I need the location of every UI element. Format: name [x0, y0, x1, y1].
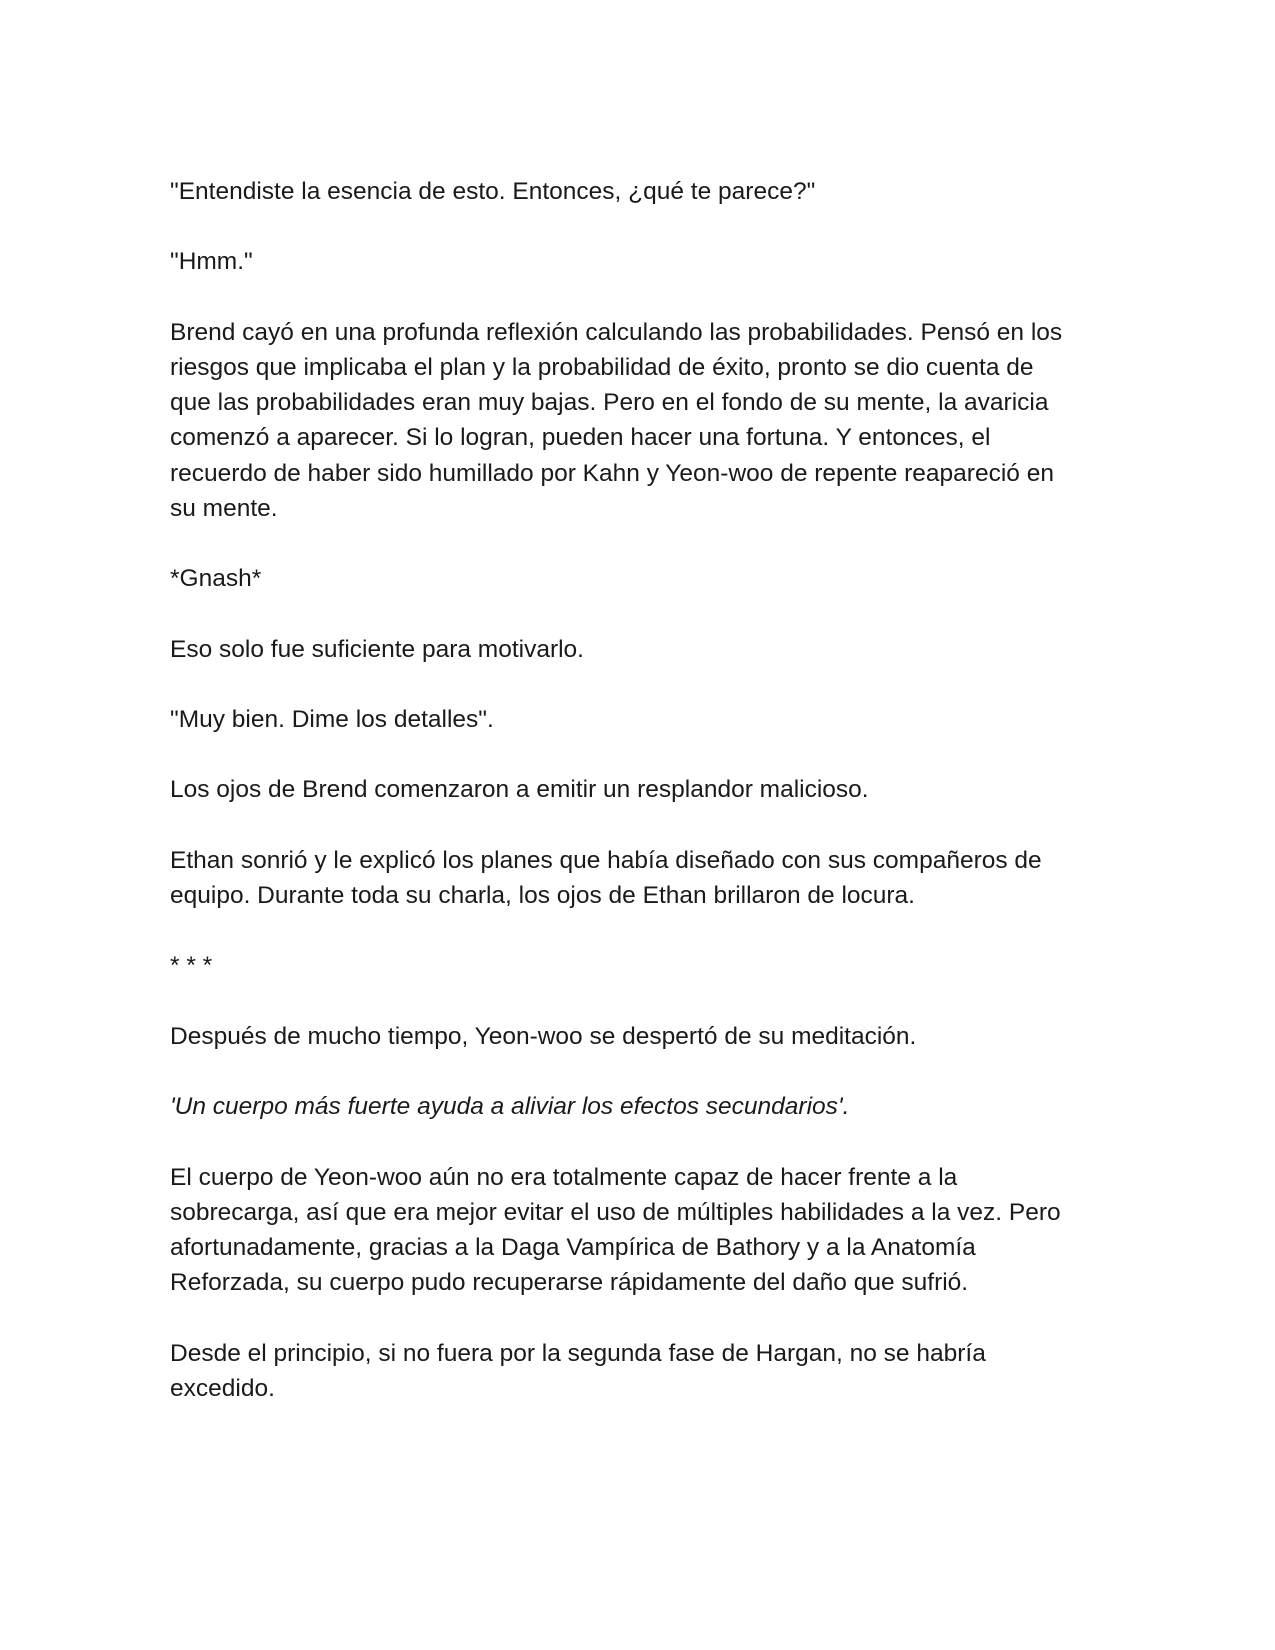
- paragraph-hargan: Desde el principio, si no fuera por la segunda fase de Hargan, no se habría excedido.: [170, 1339, 986, 1402]
- text-body: [170, 174, 1070, 1406]
- scene-break: * * *: [170, 952, 213, 980]
- paragraph-inner-thought: 'Un cuerpo más fuerte ayuda a aliviar los efectos secundarios'.: [170, 1093, 850, 1121]
- paragraph-brend-eyes: Los ojos de Brend comenzaron a emitir un resplandor malicioso.: [170, 776, 869, 804]
- paragraph-gnash: *Gnash*: [170, 565, 262, 593]
- paragraph-meditation: Después de mucho tiempo, Yeon-woo se despertó de su meditación.: [170, 1022, 917, 1050]
- paragraph-brend-reflection: Brend cayó en una profunda reflexión calculando las probabilidades. Pensó en los riesgos que implicaba el plan y la probabilidad de éxito, pronto se dio cuenta de que las probabilidades eran muy bajas. Pero en el fondo de su mente, la avaricia comenzó a aparecer. Si lo logran, pueden hacer una fortuna. Y entonces, el recuerdo de haber sido humillado por Kahn y Yeon-woo de repente reapareció en su mente.: [170, 318, 1063, 522]
- paragraph-dialogue-details: "Muy bien. Dime los detalles".: [170, 705, 494, 733]
- paragraph-dialogue-hmm: "Hmm.": [170, 248, 253, 276]
- paragraph-ethan-plans: Ethan sonrió y le explicó los planes que había diseñado con sus compañeros de equipo. Durante toda su charla, los ojos de Ethan brillaron de locura.: [170, 846, 1042, 909]
- paragraph-body-recovery: El cuerpo de Yeon-woo aún no era totalmente capaz de hacer frente a la sobrecarga, así que era mejor evitar el uso de múltiples habilidades a la vez. Pero afortunadamente, gracias a la Daga Vampírica de Bathory y a la Anatomía Reforzada, su cuerpo pudo recuperarse rápidamente del daño que sufrió.: [170, 1163, 1061, 1297]
- paragraph-motivation: Eso solo fue suficiente para motivarlo.: [170, 635, 584, 663]
- paragraph-dialogue-entendiste: "Entendiste la esencia de esto. Entonces, ¿qué te parece?": [170, 178, 816, 205]
